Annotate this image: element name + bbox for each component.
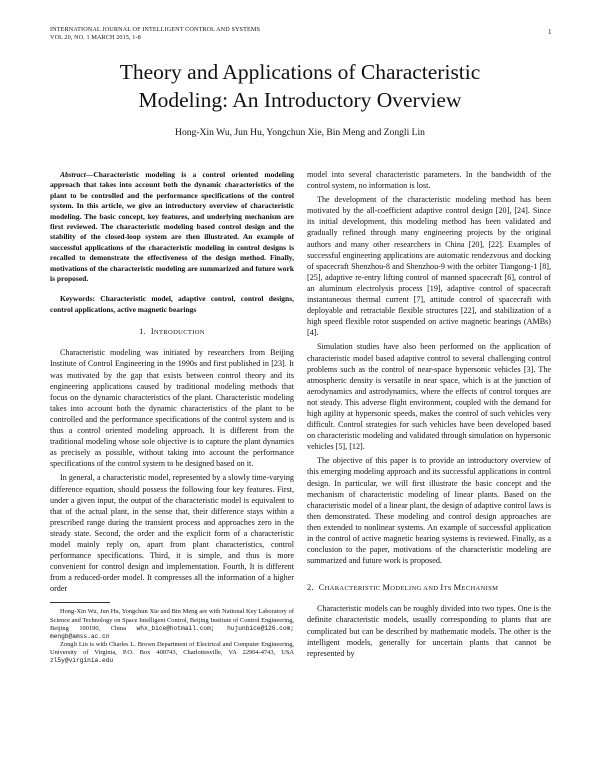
section-2-heading: 2. CHARACTERISTIC MODELING AND ITS MECHANISM	[307, 583, 499, 593]
paper-title	[40, 58, 560, 114]
page-number: 1	[548, 28, 552, 36]
journal-header	[50, 26, 554, 41]
simulation-paragraph: Simulation studies have also been performed on the application of characteristic model based adaptive control to several challenging control problems such as the control of near-space hypersonic vehicles [3]. The atmospheric density is versatile in near space, which is at the junction of aerodynamics and astrodynamics, where the effects of control torques are not steady. This adverse flight environment, coupled with the demand for high agility at hypersonic speeds, makes the control of such vehicles very difficult. Control strategies for such vehicles have been developed based on characteristic modeling and validated through simulation on hypersonic vehicles [5], [12].	[307, 342, 551, 452]
development-paragraph: The development of the characteristic modeling method has been motivated by the all-coefficient adaptive control design [20], [24]. Since its initial development, this modeling method has been validated and gradually refined through many engineering projects by the original authors and many other researchers in China [20], [22]. Examples of successful engineering applications are automatic rendezvous and docking of spacecraft Shenzhou-8 and Shenzhou-9 with the orbiter Tiangong-1 [8], [25], adaptive re-entry lifting control of manned spacecraft [6], control of an aluminum electrolysis process [19], adaptive control of spacecraft instantaneous thermal current [7], attitude control of spacecraft with deployable and retractable flexible structures [22], and stabilization of a high speed flexible rotor suspended on active magnetic bearings (AMBs) [4].	[307, 195, 551, 338]
section-2-number: 2.	[307, 583, 314, 593]
footnote-affiliation-2: Zongli Lin is with Charles L. Brown Department of Electrical and Computer Engineering, University of Virginia, P.O. Box 400743, Charlottesville, VA 22904-4743, USA zl5y@virginia.edu	[50, 640, 294, 664]
keywords-label: Keywords:	[60, 294, 95, 304]
section-1-number: 1.	[139, 327, 147, 337]
footnote-divider	[50, 602, 110, 603]
right-column	[307, 169, 551, 659]
keywords	[50, 294, 294, 315]
abstract	[50, 170, 294, 284]
author-list: Hong-Xin Wu, Jun Hu, Yongchun Xie, Bin Meng and Zongli Lin	[175, 127, 425, 138]
section-2-paragraph-1: Characteristic models can be roughly divided into two types. One is the definite characteristic models, usually corresponding to plants that are complicated but can be described by mathematic models. The other is the intelligent models, generally for uncertain plants that cannot be represented by	[307, 604, 551, 658]
abstract-text: —Characteristic modeling is a control oriented modeling approach that takes into account both the dynamic characteristics of the plant to be controlled and the performance specifications of the control system. In this article, we give an introductory overview of characteristic modeling. The basic concept, key features, and underlying mechanism are first reviewed. The characteristic modeling based control design and the stability of the closed-loop system are then illustrated. An example of successful applications of the characteristic modeling in control designs is recalled to demonstrate the effectiveness of the design method. Finally, motivations of the characteristic modeling are summarized and future work is proposed.	[50, 170, 294, 284]
keywords-text: Characteristic model, adaptive control, control designs, control applications, active magnetic bearings	[50, 294, 294, 314]
abstract-label: Abstract	[60, 170, 86, 179]
email-addresses-1: whx_bice@hotmail.com; hujunbice@126.com; mengb@amss.ac.cn	[50, 624, 294, 640]
objective-paragraph: The objective of this paper is to provide an introductory overview of this emerging modeling approach and its successful applications in control design. In particular, we will first illustrate the basic concept and the mechanism of characteristic modeling of linear plants. Based on the characteristic model of a linear plant, the design of adaptive control laws is then demonstrated. These modeling and control design approaches are then extended to nonlinear systems. An example of successful application in the control of active magnetic bearing systems is reviewed. Finally, as a conclusion to the paper, motivations of the characteristic modeling are summarized and future work is proposed.	[307, 456, 551, 566]
continued-paragraph: model into several characteristic parameters. In the bandwidth of the control system, no information is lost.	[307, 170, 551, 191]
paper-title-line-1: Theory and Applications of Characteristic	[119, 60, 481, 84]
email-address-2: zl5y@virginia.edu	[50, 657, 114, 664]
footnote-affiliation-1: Hong-Xin Wu, Jun Hu, Yongchun Xie and Bin Meng are with National Key Laboratory of Science and Technology on Space Intelligent Control, Beijing Institute of Control Engineering, Beijing 100190, China whx_bice@hotmail.com; hujunbice@126.com; mengb@amss.ac.cn	[50, 608, 294, 640]
section-1-heading: 1. INTRODUCTION	[139, 327, 205, 337]
journal-volume: VOL 20, NO. 1 MARCH 2015, 1-8	[50, 33, 141, 41]
intro-paragraph-1: Characteristic modeling was initiated by researchers from Beijing Institute of Control Engineering in the 1990s and first published in [23]. It was motivated by the gap that exists between control theory and its engineering applications caused by traditional modeling methods that focus on the dynamic characteristics of the plant. Characteristic modeling takes into account both the dynamic characteristics of the plant to be controlled and the performance specifications of the control system and is thus a control oriented modeling approach. It is different from the traditional modeling whose sole objective is to capture the plant dynamics as precisely as possible, without taking into account the performance specifications of the control system to be designed based on it.	[50, 348, 294, 469]
paper-title-line-2: Modeling: An Introductory Overview	[138, 88, 462, 112]
journal-name: INTERNATIONAL JOURNAL OF INTELLIGENT CONTROL AND SYSTEMS	[50, 26, 261, 33]
left-column	[50, 170, 294, 665]
intro-paragraph-2: In general, a characteristic model, represented by a slowly time-varying difference equation, should possess the following four key features. First, under a given input, the output of the characteristic model is equivalent to that of the actual plant, in the sense that, their difference stays within a prescribed range during the transient process and approaches zero in the steady state. Second, the order and the explicit form of a characteristic model mainly reply on, apart from plant characteristics, control performance specifications. Third, it is simple, and thus is more convenient for control design and implementation. Fourth, It is different from a reduced-order model. It compresses all the information of a higher order	[50, 473, 294, 594]
